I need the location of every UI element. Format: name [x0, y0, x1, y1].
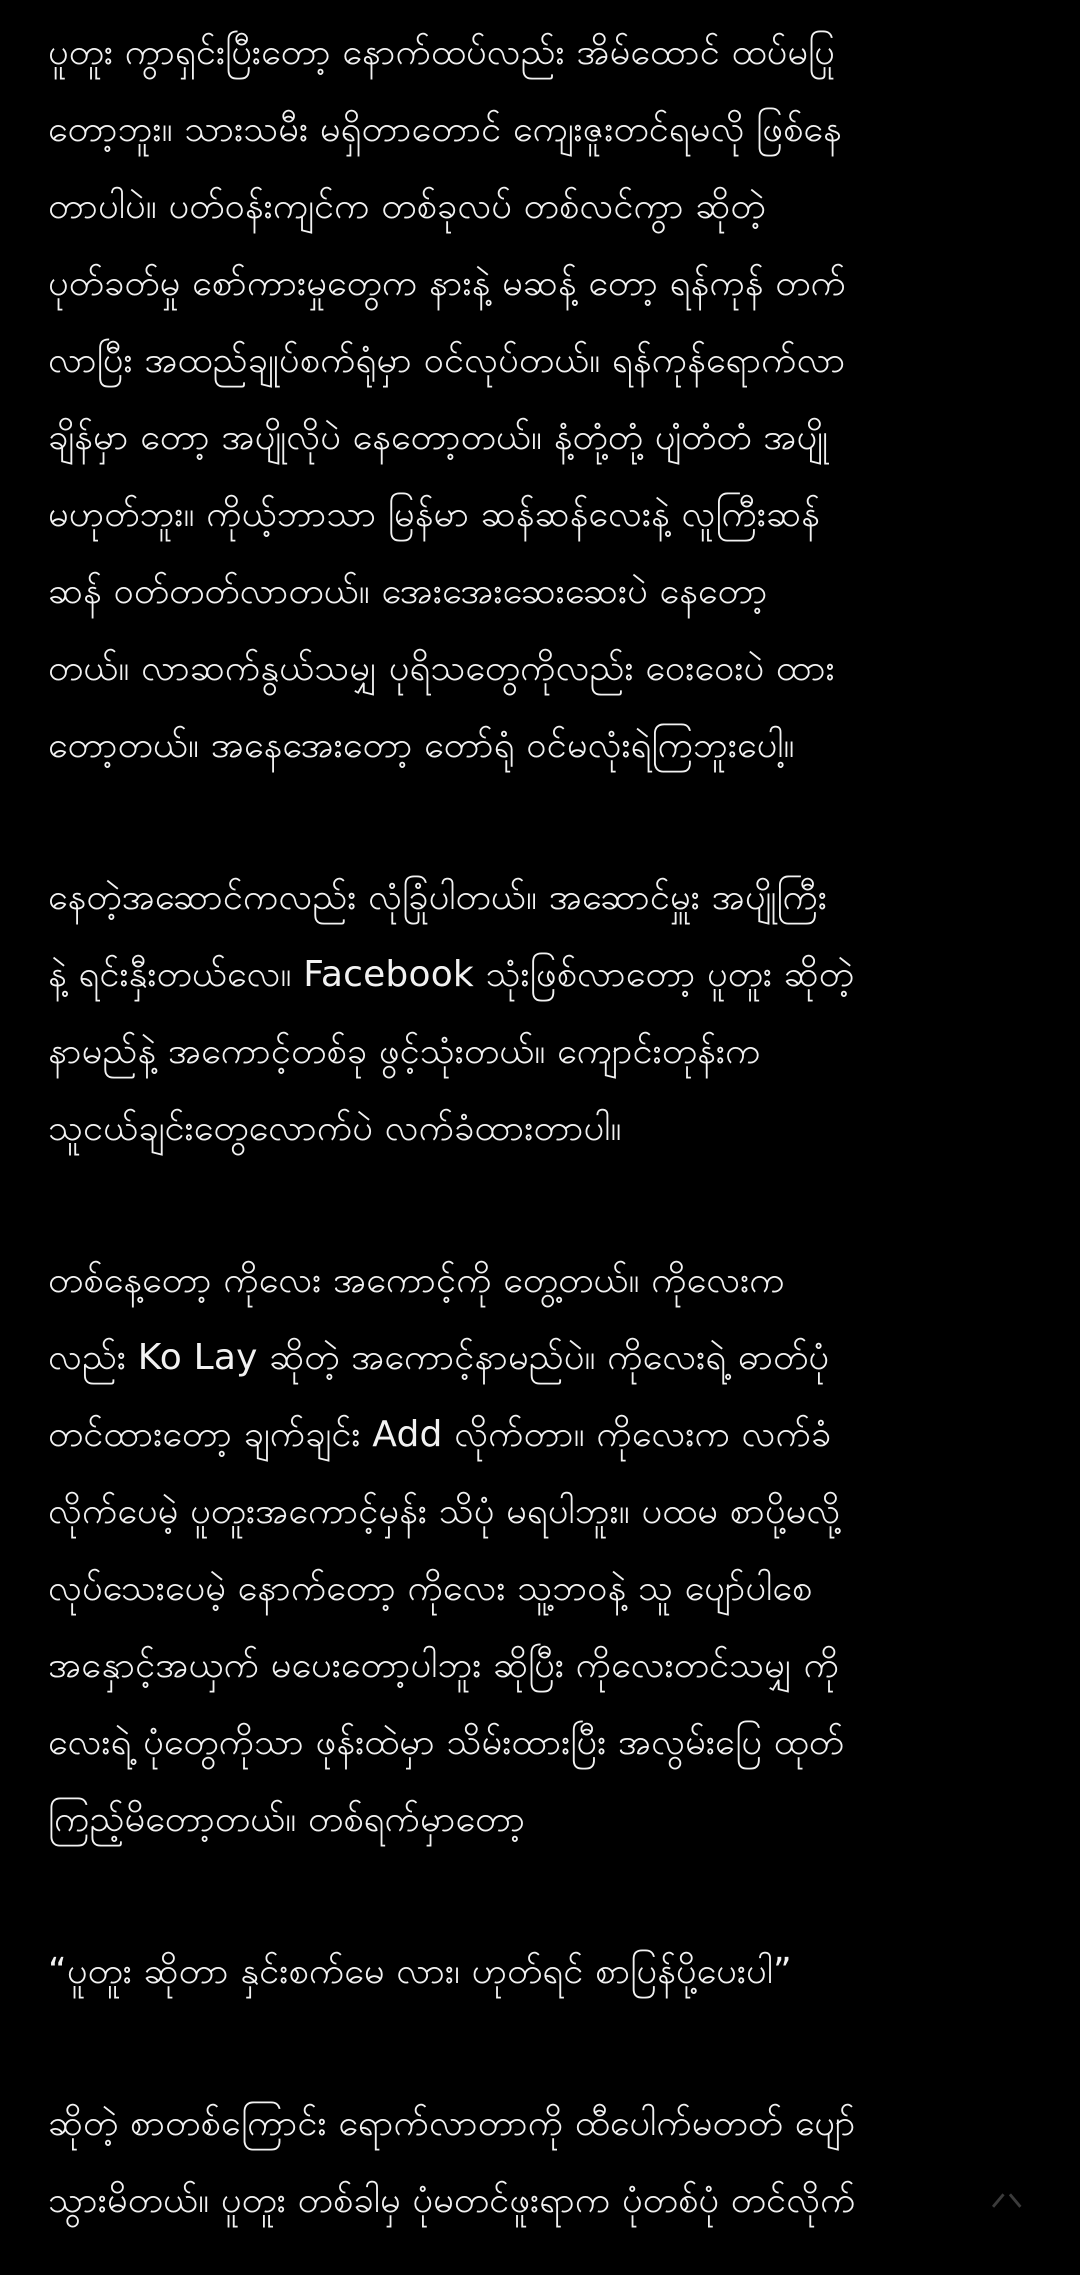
paragraph-5: ဆိုတဲ့ စာတစ်ကြောင်း ရောက်လာတာကို ထီပေါက်မတတ် ပျော် သွားမိတယ်။ ပူတူး တစ်ခါမှ ပုံမတင်ဖူးရာက ပုံတစ်ပုံ တင်လိုက်	[48, 2103, 856, 2221]
article-reader[interactable]	[48, 0, 1038, 2275]
paragraph-2: နေတဲ့အဆောင်ကလည်း လုံခြုံပါတယ်။ အဆောင်မှူး အပျိုကြီး နဲ့ ရင်းနှီးတယ်လေ။ Facebook သုံးဖြစ်လာတော့ ပူတူး ဆိုတဲ့ နာမည်နဲ့ အကောင့်တစ်ခု ဖွင့်သုံးတယ်။ ကျောင်းတုန်းက သူငယ်ချင်းတွေလောက်ပဲ လက်ခံထားတာပါ။	[48, 877, 855, 1149]
watermark-icon: ᐟᐠ	[990, 2186, 1024, 2232]
quote-paragraph: “ပူတူး ဆိုတာ နှင်းစက်မေ လား၊ ဟုတ်ရင် စာပြန်ပို့ပေးပါ”	[48, 1951, 792, 1992]
paragraph-3: တစ်နေ့တော့ ကိုလေး အကောင့်ကို တွေ့တယ်။ ကိုလေးက လည်း Ko Lay ဆိုတဲ့ အကောင့်နာမည်ပဲ။ ကိုလေးရဲ့ ဓာတ်ပုံ တင်ထားတော့ ချက်ချင်း Add လိုက်တာ။ ကိုလေးက လက်ခံ လိုက်ပေမဲ့ ပူတူးအကောင့်မှန်း သိပုံ မရပါဘူး။ ပထမ စာပို့မလို့ လုပ်သေးပေမဲ့ နောက်တော့ ကိုလေး သူ့ဘဝနဲ့ သူ ပျော်ပါစေ အနှောင့်အယှက် မပေးတော့ပါဘူး ဆိုပြီး ကိုလေးတင်သမျှ ကို လေးရဲ့ ပုံတွေကိုသာ ဖုန်းထဲမှာ သိမ်းထားပြီး အလွမ်းပြေ ထုတ် ကြည့်မိတော့တယ်။ တစ်ရက်မှာတော့	[48, 1260, 844, 1840]
paragraph-1: ပူတူး ကွာရှင်းပြီးတော့ နောက်ထပ်လည်း အိမ်ထောင် ထပ်မပြု တော့ဘူး။ သားသမီး မရှိတာတောင် ကျေးဇူးတင်ရမလို ဖြစ်နေ တာပါပဲ။ ပတ်ဝန်းကျင်က တစ်ခုလပ် တစ်လင်ကွာ ဆိုတဲ့ ပုတ်ခတ်မှု စော်ကားမှုတွေက နားနဲ့ မဆန့် တော့ ရန်ကုန် တက် လာပြီး အထည်ချုပ်စက်ရုံမှာ ဝင်လုပ်တယ်။ ရန်ကုန်ရောက်လာ ချိန်မှာ တော့ အပျိုလိုပဲ နေတော့တယ်။ နံ့တုံ့တုံ့ ပျံတံတံ အပျို မဟုတ်ဘူး။ ကိုယ့်ဘာသာ မြန်မာ ဆန်ဆန်လေးနဲ့ လူကြီးဆန် ဆန် ဝတ်တတ်လာတယ်။ အေးအေးဆေးဆေးပဲ နေတော့ တယ်။ လာဆက်နွယ်သမျှ ပုရိသတွေကိုလည်း ဝေးဝေးပဲ ထား တော့တယ်။ အနေအေးတော့ တော်ရုံ ဝင်မလုံးရဲကြဘူးပေါ့။	[48, 32, 846, 766]
